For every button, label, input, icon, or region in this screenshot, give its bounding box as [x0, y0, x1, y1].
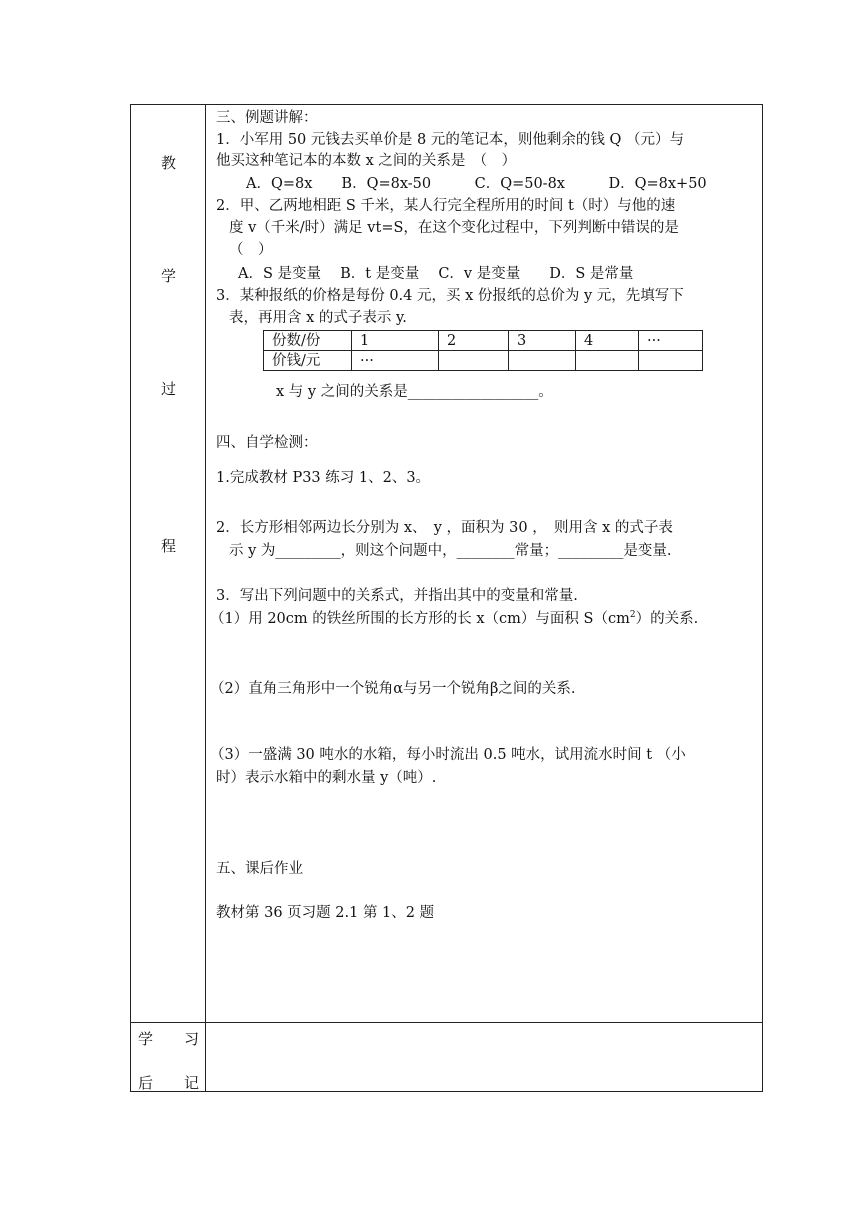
table-cell: 2 [439, 331, 509, 351]
table-cell: ··· [352, 351, 439, 371]
section4-item3: 3．写出下列问题中的关系式，并指出其中的变量和常量. [216, 588, 578, 604]
section3-heading: 三、例题讲解： [216, 110, 318, 126]
q1-line1: 1．小军用 50 元钱去买单价是 8 元的笔记本，则他剩余的钱 Q （元）与 [216, 132, 684, 148]
sub1-text: （1）用 20cm 的铁丝所围的长方形的长 x（cm）与面积 S（cm [210, 611, 630, 627]
table-row [264, 331, 703, 351]
table-cell: 份数/份 [264, 331, 352, 351]
q1-line2: 他买这种笔记本的本数 x 之间的关系是 （ ） [216, 153, 517, 169]
q3-relation: x 与 y 之间的关系是__________________。 [276, 384, 553, 400]
footer-label-xue: 学 [138, 1030, 154, 1048]
column-divider [205, 104, 206, 1092]
section5-text: 教材第 36 页习题 2.1 第 1、2 题 [216, 905, 435, 921]
table-cell: 3 [509, 331, 576, 351]
section4-item1: 1.完成教材 P33 练习 1、2、3。 [216, 470, 431, 486]
section4-sub3-line1: （3）一盛满 30 吨水的水箱，每小时流出 0.5 吨水，试用流水时间 t （小 [210, 747, 686, 763]
q2-line3: （ ） [229, 242, 273, 258]
q3-line2: 表，再用含 x 的式子表示 y. [229, 310, 407, 326]
q2-line1: 2．甲、乙两地相距 S 千米，某人行完全程所用的时间 t（时）与他的速 [216, 198, 676, 214]
section4-sub1 [210, 609, 698, 629]
table-cell: 1 [352, 331, 439, 351]
table-cell [509, 351, 576, 371]
section4-item2-line2: 示 y 为_________，则这个问题中，________常量；_________是变量. [229, 543, 672, 559]
section4-item2-line1: 2．长方形相邻两边长分别为 x、 y ，面积为 30 ， 则用含 x 的式子表 [216, 520, 673, 536]
q2-line2: 度 v（千米/时）满足 vt=S，在这个变化过程中，下列判断中错误的是 [229, 220, 679, 236]
table-cell: 价钱/元 [264, 351, 352, 371]
side-label-xue: 学 [161, 267, 177, 285]
table-row [264, 351, 703, 371]
q1-options: A．Q=8x B．Q=8x-50 C．Q=50-8x D．Q=8x+50 [246, 176, 707, 192]
section5-heading: 五、课后作业 [216, 861, 303, 877]
table-cell [576, 351, 639, 371]
footer-label-ji: 记 [184, 1074, 200, 1092]
footer-label-hou: 后 [138, 1074, 154, 1092]
table-cell: ··· [639, 331, 703, 351]
table-cell: 4 [576, 331, 639, 351]
q2-options: A．S 是变量 B．t 是变量 C．v 是变量 D．S 是常量 [238, 266, 634, 282]
side-label-jiao: 教 [161, 154, 177, 172]
price-table [263, 330, 703, 371]
table-cell [639, 351, 703, 371]
footer-label-xi: 习 [184, 1030, 200, 1048]
row-divider [130, 1022, 763, 1023]
table-cell [439, 351, 509, 371]
q3-line1: 3．某种报纸的价格是每份 0.4 元，买 x 份报纸的总价为 y 元，先填写下 [216, 288, 684, 304]
section4-heading: 四、自学检测： [216, 435, 318, 451]
side-label-cheng: 程 [161, 537, 177, 555]
superscript: 2 [629, 610, 636, 620]
sub1-text-end: ）的关系. [635, 611, 699, 627]
side-label-guo: 过 [161, 380, 177, 398]
section4-sub3-line2: 时）表示水箱中的剩水量 y（吨）. [216, 770, 437, 786]
section4-sub2: （2）直角三角形中一个锐角α与另一个锐角β之间的关系. [210, 681, 576, 697]
